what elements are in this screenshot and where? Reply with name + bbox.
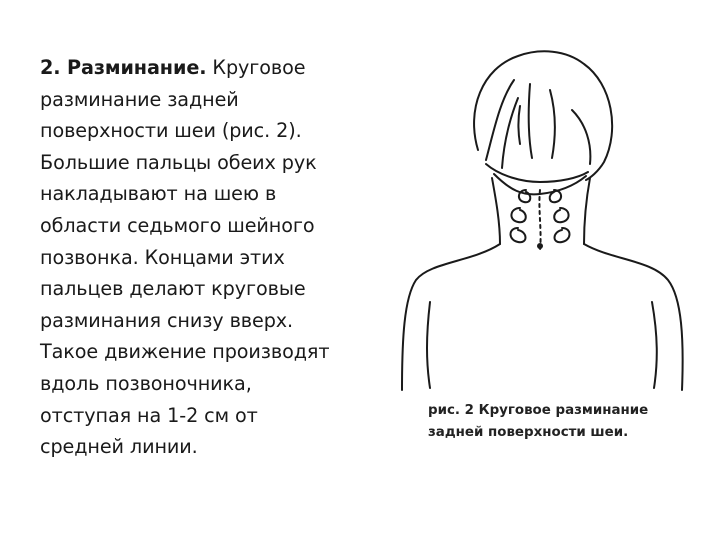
text-line-7: позвонка. Концами этих [40,245,285,269]
text-line-3: поверхности шеи (рис. 2). [40,119,302,143]
text-line-2: разминание задней [40,87,239,111]
caption-line-1: рис. 2 Круговое разминание [428,403,649,418]
section-heading: 2. Разминание. [40,56,207,79]
text-line-11: вдоль позвоночника, [40,371,252,395]
text-line-9: разминания снизу вверх. [40,308,294,332]
figure-caption [428,400,698,444]
text-line-6: области седьмого шейного [40,213,315,237]
text-line-1 [40,52,385,84]
figure [390,40,700,400]
text-line-10: Такое движение производят [40,340,330,364]
text-line-12: отступая на 1-2 см от [40,403,258,427]
heading-continuation: Круговое [212,56,306,79]
neck-massage-illustration-icon [390,40,700,400]
text-line-4: Большие пальцы обеих рук [40,150,317,174]
text-line-8: пальцев делают круговые [40,277,306,301]
caption-line-2: задней поверхности шеи. [428,425,629,440]
body-text [40,52,385,463]
text-line-13: средней линии. [40,435,198,459]
text-line-5: накладывают на шею в [40,182,277,206]
